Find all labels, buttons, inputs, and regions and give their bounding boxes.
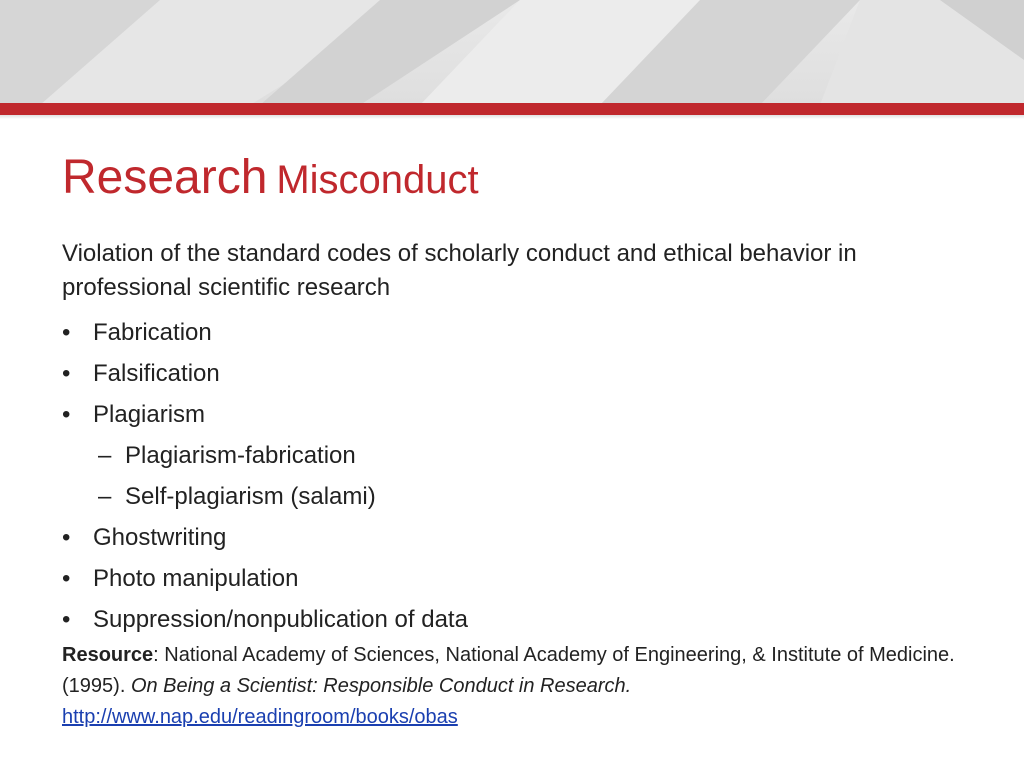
bullet-ghostwriting <box>62 517 962 558</box>
resource-link[interactable]: http://www.nap.edu/readingroom/books/obas <box>62 706 458 728</box>
resource-text: : National Academy of Sciences, National Academy of Engineering, & Institute of Medicine. (1995). <box>62 644 955 697</box>
bullet-text: Fabrication <box>93 319 212 346</box>
bullet-falsification <box>62 353 962 394</box>
bullet-text: Ghostwriting <box>93 524 227 551</box>
bullet-marker: • <box>62 401 71 428</box>
subbullet-plagiarism-fabrication <box>62 435 962 476</box>
bullet-fabrication <box>62 312 962 353</box>
dash-marker: – <box>98 483 112 510</box>
bullet-text: Photo manipulation <box>93 565 299 592</box>
resource-label: Resource <box>62 644 154 666</box>
bullet-marker: • <box>62 360 71 387</box>
bullet-photo-manipulation <box>62 558 962 599</box>
bullet-text: Plagiarism-fabrication <box>125 442 356 469</box>
subbullet-self-plagiarism <box>62 476 962 517</box>
bullet-plagiarism <box>62 394 962 435</box>
bullet-marker: • <box>62 319 71 346</box>
title-word-misconduct: Misconduct <box>276 158 479 202</box>
slide-title <box>62 150 479 205</box>
resource-citation <box>62 640 992 733</box>
bullet-text: Suppression/nonpublication of data <box>93 606 468 633</box>
accent-bar <box>0 103 1024 115</box>
intro-text: Violation of the standard codes of scholarly conduct and ethical behavior in professional scientific research <box>62 240 857 301</box>
bullet-text: Plagiarism <box>93 401 206 428</box>
bullet-marker: • <box>62 565 71 592</box>
dash-marker: – <box>98 442 112 469</box>
bullet-text: Falsification <box>93 360 220 387</box>
bullet-marker: • <box>62 524 71 551</box>
bullet-suppression <box>62 599 962 640</box>
book-title: On Being a Scientist: Responsible Conduct in Research. <box>130 675 632 697</box>
banner-graphic <box>0 0 1024 105</box>
bullet-text: Self-plagiarism (salami) <box>125 483 376 510</box>
header-banner <box>0 0 1024 105</box>
bullet-list <box>62 312 962 640</box>
title-word-research: Research <box>62 151 268 204</box>
bullet-marker: • <box>62 606 71 633</box>
